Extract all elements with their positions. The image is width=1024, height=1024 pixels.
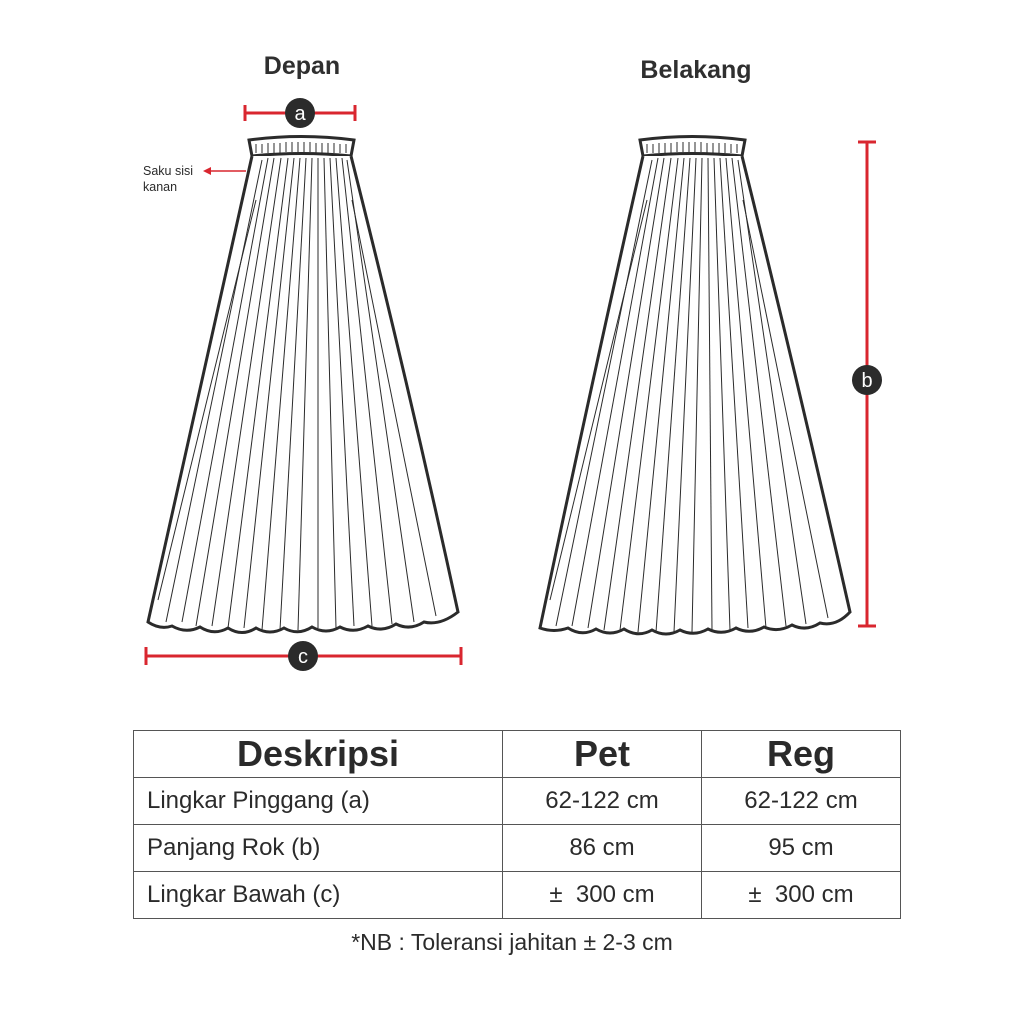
front-skirt-body <box>148 156 458 633</box>
row-waist-label: Lingkar Pinggang (a) <box>134 778 503 825</box>
back-view-title: Belakang <box>640 56 752 84</box>
tolerance-note: *NB : Toleransi jahitan ± 2-3 cm <box>351 929 673 955</box>
table-header-row <box>134 731 901 778</box>
front-waistband <box>249 137 354 157</box>
header-reg: Reg <box>702 731 901 778</box>
marker-b-label: b <box>861 370 873 392</box>
table-row <box>134 778 901 825</box>
header-description: Deskripsi <box>134 731 503 778</box>
row-length-reg: 95 cm <box>702 825 901 872</box>
row-hem-pet: ± 300 cm <box>503 872 702 919</box>
size-table <box>133 730 901 919</box>
front-skirt <box>148 137 458 633</box>
table-row <box>134 825 901 872</box>
front-view-title: Depan <box>263 52 341 80</box>
pocket-note: Saku sisi kanan <box>143 164 194 194</box>
row-waist-pet: 62-122 cm <box>503 778 702 825</box>
marker-c-label: c <box>298 646 308 668</box>
row-length-label: Panjang Rok (b) <box>134 825 503 872</box>
row-hem-reg: ± 300 cm <box>702 872 901 919</box>
pocket-arrow <box>203 167 246 175</box>
marker-a-label: a <box>294 103 306 125</box>
table-row <box>134 872 901 919</box>
back-skirt-body <box>540 156 850 634</box>
header-pet: Pet <box>503 731 702 778</box>
row-length-pet: 86 cm <box>503 825 702 872</box>
row-hem-label: Lingkar Bawah (c) <box>134 872 503 919</box>
row-waist-reg: 62-122 cm <box>702 778 901 825</box>
back-waistband <box>640 137 745 157</box>
back-skirt <box>540 137 850 635</box>
